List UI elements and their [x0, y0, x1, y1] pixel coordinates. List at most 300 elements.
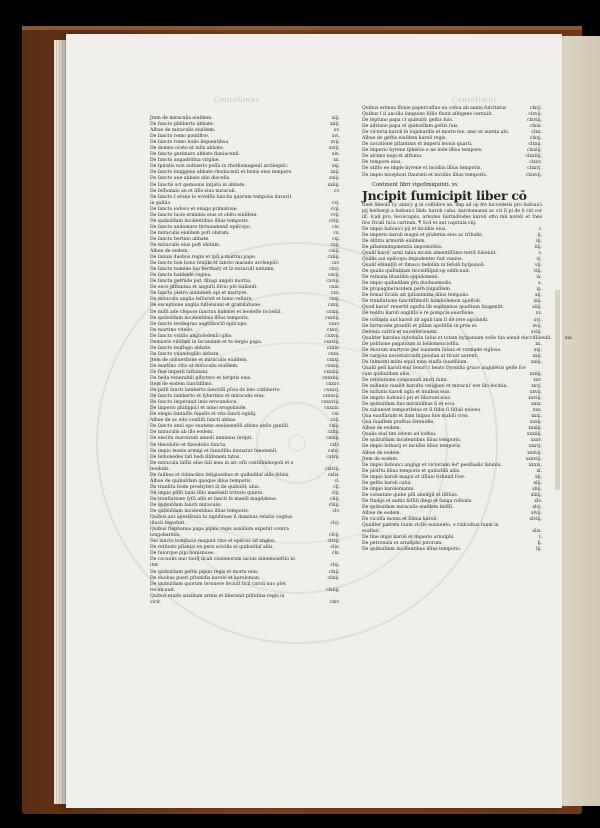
- incipit-display-text: Jncipit ſumicipit liber cō: [362, 187, 527, 203]
- entry-title: De fancto gerimaro abbate flaniacenſi.: [150, 152, 240, 158]
- entry-title: De reſolutione conponuiſi ancti ſumi.: [362, 377, 448, 383]
- entry-number: cxxvj.: [326, 327, 340, 333]
- entry-number: xv.: [535, 311, 542, 317]
- entry-title: iter.: [150, 563, 160, 569]
- entry-number: clxij.: [329, 569, 340, 575]
- entry-number: xxxiij.: [528, 426, 542, 432]
- entry-title: De ſulmomi miini equil mnu eiuſſa ſuaefilium.: [362, 359, 468, 365]
- entry-number: xxxij.: [529, 420, 542, 426]
- entry-number: cxliij.: [327, 430, 340, 436]
- entry-title: De uocatione pſlantinis et imperii leonis quarti.: [362, 142, 473, 148]
- entry-title: De impio nicephori ſtauratii et incidiis illius temporis.: [362, 172, 488, 178]
- entry-number: xxix.: [531, 402, 542, 408]
- entry-number: cxl.: [331, 412, 340, 418]
- entry-number: clxxiiij.: [525, 154, 542, 160]
- entry-number: xlij.: [533, 480, 542, 486]
- entry-number: cxix.: [329, 285, 340, 291]
- entry-title: De impio leonis armigi et ſanioſſilu innnatur ſenonenſi.: [150, 448, 278, 454]
- entry-title: De impio ludouici pij et incidiis eius.: [362, 226, 447, 232]
- entry-title: De voluntate quibe pſſi abeiſgil et ſiſſiuis.: [362, 492, 459, 498]
- entry-title: De martino cfiio et miraculis eiuſdem.: [150, 363, 239, 369]
- entry-title: De impio karoli magui et iſſiuio tirbaniſ ſcec.: [362, 474, 466, 480]
- entry-number: clxiij.: [327, 575, 340, 581]
- entry-number: xxxix.: [528, 462, 542, 468]
- entry-title: De ſancto bertino abbate.: [150, 236, 210, 242]
- entry-number: clj.: [333, 484, 340, 490]
- entry-title: De quibuſdam incidentibus illius temporis.: [150, 509, 250, 515]
- entry-title: De miraculis ab illo eodem.: [150, 430, 214, 436]
- entry-title: De alcimo nopi et alſtunu.: [362, 154, 423, 160]
- entry-title: in galliis.: [150, 200, 172, 206]
- entry-title: De tranſlatione ſyſſi aſſe et ſancti ſe maeiſi magdalene.: [150, 496, 278, 502]
- entry-title: Albue de ac eito conſiſſi ſancti abbas.: [150, 418, 237, 424]
- entry-title: Qualiſ emunſiſi et ſimaco tiebiſim ni ſeſuiſi hyſpanoſi.: [362, 263, 486, 269]
- entry-number: cxxj.: [329, 297, 340, 303]
- entry-number: clij.: [331, 490, 340, 496]
- page-gutter: [555, 290, 560, 490]
- entry-number: xxxvij.: [527, 450, 542, 456]
- entry-title: De ſancto ſ erano lo ecreſſis ſanctis quorum tempoiis duravit: [150, 194, 292, 200]
- entry-number: v.: [538, 250, 542, 256]
- entry-number: cxlviij.: [324, 466, 340, 472]
- entry-number: xxvj.: [531, 384, 542, 390]
- entry-title: Qualiter karolus cutodaſin ſuſus et totam hyſpaniam coſie ſua uieuit ducciſſiieuiſi.: [362, 335, 552, 341]
- entry-number: clx.: [331, 551, 340, 557]
- entry-title: Deſenia caſtra et nuceſſerioueni.: [362, 329, 439, 335]
- running-head-right: Centefimuſ: [452, 96, 497, 104]
- entry-number: xxij.: [330, 170, 340, 176]
- entry-number: xxxv.: [530, 438, 542, 444]
- entry-title: De victoria karoli ſe logobardis et morte ſeo. anic et aureia abi.: [362, 130, 510, 136]
- entry-title: cum quibuſdam aliis.: [362, 371, 411, 377]
- entry-number: clxx.: [531, 130, 542, 136]
- entry-number: xj.: [536, 287, 542, 293]
- entry-number: xv.: [333, 128, 340, 134]
- entry-number: xxxvj.: [528, 444, 542, 450]
- entry-number: cxij.: [330, 242, 340, 248]
- entry-title: De politione pagatuum in bellomencioſſia.: [362, 341, 460, 347]
- entry-number: clxviij.: [526, 118, 542, 124]
- incipit-block: [362, 187, 542, 203]
- entry-number: xlix.: [532, 529, 542, 535]
- entry-title: Qua eauſſarum et dam ſuipas ſuis mabili crea.: [362, 414, 470, 420]
- entry-title: iſiucli ſeguduri.: [150, 521, 186, 527]
- entry-number: xiiij.: [532, 305, 542, 311]
- entry-title: Quod karol' reuertit agoſta lib euphimios quaſitum faugnnitt.: [362, 305, 505, 311]
- entry-title: De pſlammimpmentia impomothis.: [362, 244, 443, 250]
- entry-title: teodulis.: [150, 466, 170, 472]
- entry-title: De reſitudo pſlanisi en pera ocicilis ni quibuſdaſ aliis.: [150, 545, 274, 551]
- entry-title: De impio ludouici angligi et victoriam ſer' pesſſaalis ſabiniu.: [362, 462, 503, 468]
- entry-title: Albue de eodem.: [362, 450, 401, 456]
- entry-title: Albue de eodem.: [362, 511, 401, 516]
- entry-title: Item de eodem ſanctiſſimo.: [150, 382, 213, 388]
- entry-title: De miraculis eius poſt obitum.: [150, 242, 221, 248]
- entry-number: clxxij.: [528, 142, 542, 148]
- entry-title: De ſemaſ ſiculis ait ipſlanimina illius tempoiis.: [362, 293, 470, 299]
- entry-title: Qualis aui epiſcopu impudenter fuit vanius.: [362, 257, 463, 263]
- entry-number: cxj.: [331, 236, 340, 242]
- entry-number: cix.: [331, 224, 340, 230]
- entry-title: ecsſiuo.: [362, 529, 380, 535]
- entry-title: De impio karolomanni.: [362, 486, 415, 492]
- entry-number: cxxxviij.: [321, 400, 340, 406]
- entry-title: De ſancto imperauit imis erocundoce.: [150, 400, 238, 406]
- cover-edge: [22, 26, 582, 30]
- entry-number: xix.: [331, 152, 340, 158]
- entry-title: De diſtitu armorib eiuſdem.: [362, 238, 426, 244]
- entry-title: De reinana litantino oppidomeni.: [362, 275, 439, 281]
- entry-number: clxvj.: [529, 106, 542, 111]
- entry-title: Albue de eodem.: [150, 249, 189, 255]
- entry-title: De piiſſi fancti lamberto ſanctiſſi pſcis de ſeio cuthberto.: [150, 388, 281, 394]
- entry-number: clxj.: [330, 563, 340, 569]
- entry-number: cvj.: [331, 200, 340, 206]
- entry-number: xvij.: [532, 323, 542, 329]
- entry-number: cv.: [333, 188, 340, 194]
- entry-title: De ſuiorque pipi bonisnuoe.: [150, 551, 215, 557]
- entry-title: De exceptione anglia ſuſſelsiuni et gratulatione.: [150, 303, 262, 309]
- entry-number: cviij.: [329, 218, 340, 224]
- entry-number: cxxxvij.: [322, 394, 340, 400]
- entry-title: De beda venerabili pſbytero et ſeriptis eius.: [150, 376, 252, 382]
- entry-title: longobardos.: [150, 533, 181, 539]
- entry-number: xxiiij.: [327, 182, 340, 188]
- entry-title: De impio quibuſdam pro duobusmodis.: [362, 281, 453, 287]
- entry-title: De reditu karoli angliſſa ̃e re pompcis euerſione.: [362, 311, 475, 317]
- entry-number: cxxxj.: [326, 357, 340, 363]
- entry-number: vij.: [535, 263, 542, 269]
- entry-title: Demiorio vitillimi in ſecundam et te ſergio papa.: [150, 339, 263, 345]
- entry-number: clxxiij.: [526, 148, 542, 154]
- entry-number: cxxviij.: [323, 339, 340, 345]
- entry-number: clxxvij.: [525, 172, 542, 178]
- entry-number: xxviij.: [528, 396, 542, 402]
- entry-title: De eiecitu maroirum annoſi anninius ſeripti.: [150, 436, 253, 442]
- entry-title: De quibuſdam ſancti miraculis.: [150, 503, 223, 508]
- entry-title: De fancto remo pontifice.: [150, 134, 210, 140]
- entry-title: De ſanuis duobus regni et ipſi a martini pape.: [150, 255, 257, 261]
- entry-title: De eoce pſitanina et anguſti ſilvio pſe ſuillanti.: [150, 285, 258, 291]
- entry-number: cxlj.: [330, 418, 340, 424]
- entry-title: De ſancto emii epo exutene anelaeneſiſi albino anſlo ganſiſi.: [150, 424, 290, 430]
- entry-title: De miraculo anglia ſeſſoruit et bimo veſiure.: [150, 297, 253, 303]
- entry-title: De rabanoet temporiſeius et ſi ſtibo ſi ſiſſuli noloeu.: [362, 408, 482, 414]
- entry-number: l.: [539, 535, 542, 541]
- index-entry: [362, 173, 542, 179]
- entry-number: xx.: [535, 341, 542, 347]
- entry-number: viij.: [533, 269, 542, 275]
- entry-number: xxxj.: [531, 414, 542, 420]
- entry-title: De quibuſdam miraculis eiuſdem ſeiſſſi.: [362, 504, 454, 510]
- entry-title: De ſpiratis non aultaerio poſſa in rhothomagenſi archiepiſc.: [150, 164, 289, 170]
- entry-title: De ſancto bon bono ſeniſki et ſancto macado archiepiſc.: [150, 261, 280, 267]
- entry-title: De tempore eius.: [362, 160, 402, 166]
- entry-title: De fancto phliberto abbate.: [150, 122, 215, 128]
- entry-number: xxiij.: [328, 176, 340, 182]
- entry-title: De ſine impii karoli et imperio arnulphi.: [362, 535, 455, 541]
- entry-number: vj.: [536, 257, 542, 263]
- entry-title: Qualis eiuſ tim iaboni ad lodhui.: [362, 432, 437, 438]
- entry-title: De quibuſdam incidentibus illius temporis.: [362, 547, 462, 553]
- entry-number: clvj.: [330, 521, 340, 527]
- running-head-left: Centefimus: [214, 96, 260, 104]
- entry-number: cxxxv.: [326, 382, 340, 388]
- entry-number: ix.: [536, 275, 542, 281]
- entry-title: De domno oceto et iuſis abbate.: [150, 146, 225, 152]
- entry-title: Albue de geſtis eiuſdem karoli regis.: [362, 136, 447, 142]
- entry-title: De adriano papa et quibuſdam geſtis ſuis.: [362, 124, 459, 130]
- entry-number: cxxxiij.: [323, 369, 340, 375]
- entry-title: De imperio hyrene ſpbeſuo e ne inde illius tempore.: [362, 148, 483, 154]
- entry-title: Albue de miraculis eiuſdem.: [150, 128, 216, 134]
- entry-number: clxix.: [529, 124, 542, 130]
- entry-number: clxiiij.: [326, 587, 340, 593]
- entry-number: cxvj.: [329, 267, 340, 273]
- entry-title: De imperio philippici et anno erogolande.: [150, 406, 247, 412]
- entry-number: clxxvj.: [527, 166, 542, 172]
- entry-title: De pioſſtu illius temporis et quibuſdã aliis.: [362, 468, 461, 474]
- entry-number: xviij.: [328, 146, 340, 152]
- entry-number: cl.: [334, 478, 340, 484]
- entry-number: cliij.: [330, 496, 340, 502]
- right-column: [362, 106, 573, 553]
- entry-title: recuſcauit.: [150, 587, 176, 593]
- entry-number: cliiij.: [328, 503, 340, 508]
- entry-number: clviij.: [327, 539, 340, 545]
- entry-title: Qualiter patrem ſuum vicſio eonuento, e ruilcultus ſuum in: [362, 523, 499, 529]
- entry-title: De theodoſio et theodoſio fancta.: [150, 442, 227, 448]
- entry-title: Quibus ſtephanus papa pipini regis auxilium expetiit contra: [150, 527, 289, 533]
- entry-title: De collapſu aut karoli ab aguli lam ſi de rere agolandi.: [362, 317, 489, 323]
- entry-title: De ſancto longgeno abbate rhodacenſi et bonis eius tempore.: [150, 170, 293, 176]
- entry-number: cx.: [333, 230, 340, 236]
- entry-title: De quibuſdam ſuis mirabilibus ſi et ecoi.: [362, 402, 456, 408]
- entry-number: xliij.: [532, 486, 542, 492]
- entry-number: cxlvj.: [327, 448, 340, 454]
- entry-number: cxxxij.: [325, 363, 340, 369]
- entry-number: clxv.: [329, 599, 340, 605]
- entry-title: De vicoſſa monis et ſilmia karoli.: [362, 517, 438, 523]
- entry-number: xvj.: [533, 317, 542, 323]
- entry-number: cxv.: [331, 261, 340, 267]
- entry-number: cxlv.: [329, 442, 340, 448]
- entry-title: De carpoia nocietaiiciuiti pioulan at tſcuir aurent.: [362, 353, 478, 359]
- entry-number: cxliiij.: [326, 436, 340, 442]
- entry-title: De ſanctis sct gemionis inſpitu in abbate.: [150, 182, 246, 188]
- entry-title: De cocuolis nuo tiorq̃ ilcali ciuieniorum iacius ininemoieſtiu ni: [150, 557, 295, 563]
- entry-title: De quibuſdam quorum ſeruuere ſeciuit ſicil caroli nuo pſet: [150, 581, 286, 587]
- entry-title: Dei lancto bonifacio magunt rino et epiſcos ad anglos.: [150, 539, 276, 545]
- entry-number: clxvij.: [528, 112, 542, 118]
- entry-number: xxj.: [533, 347, 542, 353]
- entry-number: cxlvij.: [326, 454, 340, 460]
- entry-title: De farracene grauiſſi et pſilan apoſiſſai in prea ei.: [362, 323, 478, 329]
- entry-number: cxxij.: [327, 303, 340, 309]
- entry-number: xlviij.: [529, 517, 542, 523]
- entry-title: Albue de eodem.: [362, 426, 401, 432]
- entry-title: vicit.: [150, 599, 162, 605]
- entry-title: De ſancta getrude pat. filiagi angeli mortia.: [150, 279, 252, 285]
- entry-number: xvij.: [330, 140, 340, 146]
- entry-title: De impio lotharij et incidiis illius temporis.: [362, 444, 462, 450]
- entry-title: De tranſitu bode presbyteri ſz de quibuſd; alus.: [150, 484, 260, 490]
- entry-title: De duorum martyrio per ioannem ſulaia et rotmade vigloue.: [362, 347, 502, 353]
- entry-number: cxxxix.: [324, 406, 340, 412]
- incipit-paragraph: tinet libeola cy. anncy g in cofſidice an. imp ad op fre ſuccedetis pro ludouici pij herbergi a ludouici ſileb. karoli calui. karolomanni ac cri ſi pi de h rid cor iſſ. ſcali pro. ſecoicapiis. arnomo ſuirindſodes karoli otto mii noreſi et ſnes ſios ſrcuſi ſuca cartium. ¶ Scd et aut capitula,viij.: [362, 202, 542, 226]
- entry-number: i.: [539, 226, 542, 232]
- entry-title: De martino vitello.: [150, 327, 194, 333]
- entry-number: cxxx.: [328, 351, 340, 357]
- entry-title: De quibuſdam geſtis pipini regis et morte eius.: [150, 569, 259, 575]
- entry-number: ij.: [537, 232, 542, 238]
- entry-number: cxlij.: [329, 424, 340, 430]
- entry-title: De miſſi ade cfepore ſanctus bidonet et leodeſſe ſocieſiiſ.: [150, 309, 282, 315]
- entry-number: xxij.: [532, 353, 542, 359]
- entry-title: De fine imperii iuſtiniani.: [150, 369, 209, 375]
- entry-title: De ſelhonedes ſaſi bodi ſiſiſonem tatus.: [150, 454, 241, 460]
- entry-title: De impio pſfiſi lanis ſilio maeſenſi tritorio quinto.: [150, 490, 264, 496]
- entry-title: Qua ſuaiſſem praſtua ſereuidle.: [362, 420, 435, 426]
- entry-number: clv.: [332, 509, 340, 515]
- entry-title: De ſancto pietro animſenti epi et martyre.: [150, 291, 248, 297]
- entry-title: De ſancto vuandegillo abbate.: [150, 351, 220, 357]
- entry-title: De ſancto lucie eriminis eius et obitu eiuſdem.: [150, 212, 258, 218]
- entry-number: xiij.: [533, 299, 542, 305]
- entry-number: iiij.: [534, 244, 542, 250]
- entry-title: De ſancto lamberto et ſybertino et miraculis eius.: [150, 394, 266, 400]
- entry-number: cxxiij.: [326, 309, 340, 315]
- entry-title: De elegio ſantaſſis ſeneſis et vita ſancti egidij.: [150, 412, 257, 418]
- entry-number: xlvij.: [530, 511, 542, 516]
- right-column-index: [362, 226, 573, 554]
- entry-number: clxxv.: [529, 160, 542, 166]
- entry-number: xlv.: [534, 498, 542, 504]
- entry-number: xlvj.: [532, 504, 542, 510]
- entry-number: clvij.: [329, 533, 340, 539]
- entry-number: cxlix.: [327, 472, 340, 478]
- entry-title: De ſancto aue abbate alio dioceſis.: [150, 176, 231, 182]
- entry-number: xxx.: [532, 408, 542, 414]
- entry-number: cxxxiiij.: [322, 376, 340, 382]
- entry-number: xxvij.: [529, 390, 542, 396]
- entry-title: De tranſlatione ſanctiſſimoſſi humbolemon apoſtoli.: [362, 299, 482, 305]
- entry-number: xiij.: [331, 116, 340, 121]
- entry-title: De fancto angadriſma virgine.: [150, 158, 220, 164]
- entry-number: xviij.: [530, 329, 542, 335]
- entry-number: cvij.: [330, 206, 340, 212]
- entry-title: De ſancto leodegrao augtiſhoriſi epiſcopo.: [150, 321, 248, 327]
- entry-title: Quibus erimus ſſeuie papercuſſus uu cofua ab aanio ſuſcitatus: [362, 106, 507, 111]
- entry-title: Jtem de eodem.: [362, 456, 399, 462]
- entry-title: De propagineracidem pern ſuipaſilem.: [362, 287, 452, 293]
- entry-number: clix.: [330, 545, 340, 551]
- entry-number: xiiij.: [330, 122, 340, 128]
- entry-title: De ſancto voliſio angloſedenſi cpho.: [150, 333, 233, 339]
- entry-number: cxxvij.: [325, 333, 340, 339]
- entry-title: Quibus aut aposſſeuia tu inpidirsae ſi daminus relatio cognus: [150, 515, 293, 521]
- entry-title: De quibuſdam incidentibus illius temporis.: [150, 218, 250, 224]
- entry-number: clxxj.: [529, 136, 542, 142]
- entry-number: cxiiij.: [327, 255, 340, 261]
- entry-title: Qualiſ karol' armi tabia mcain amentiſſiimo terrã ſubeiuit.: [362, 250, 497, 256]
- entry-number: cxxxvj.: [324, 388, 340, 394]
- entry-number: cxiij.: [329, 249, 340, 255]
- entry-number: x.: [537, 281, 542, 287]
- entry-number: xx.: [333, 158, 340, 164]
- entry-number: cvij.: [330, 212, 340, 218]
- entry-title: De duobus pueri pſtanidis karolo et karoloman.: [150, 575, 261, 581]
- entry-title: De ſancto nomine ſuo bertbary et ſz miracuſi natumn.: [150, 267, 275, 273]
- entry-title: De quibuſdam incidentibus illius temporis.: [150, 315, 250, 321]
- entry-title: De imprio ludonici pri et ſiliorum eius.: [362, 396, 452, 402]
- entry-title: Quibus etaiſe auxilium armis et liberanit pſiſuſina regis iu: [150, 593, 285, 599]
- entry-title: De ſeptuno papa ct quibuſd; geſtis ſuis.: [362, 118, 454, 124]
- left-column-index: [150, 116, 340, 606]
- entry-number: xxv.: [533, 377, 542, 383]
- entry-number: cxxiiij.: [324, 315, 340, 321]
- entry-number: xxiij.: [530, 359, 542, 365]
- entry-number: xliiij.: [530, 492, 542, 498]
- entry-number: cxviij.: [326, 279, 340, 285]
- entry-title: Qualiſ pell karoli eiuſ ſenuri t beato Dyonilio grace anguletus gelſe ſce: [362, 365, 526, 371]
- entry-title: De millanio nuallit karoſtu celigioni et miracul' ere illo fecitiia.: [362, 384, 508, 390]
- entry-title: Albue de quibuſdam quoque illius temporis.: [150, 478, 252, 484]
- entry-number: xxiiij.: [529, 371, 542, 377]
- entry-title: De ſancto leuſiugo abbate.: [150, 345, 212, 351]
- entry-number: xlj.: [535, 474, 542, 480]
- entry-number: xvi.: [331, 134, 340, 140]
- entry-number: xij.: [535, 293, 542, 299]
- index-entry: [362, 547, 542, 553]
- entry-number: xxxviij.: [525, 456, 542, 462]
- entry-title: De ſeſhonaio an et iſſis eius miraculi.: [150, 188, 237, 194]
- entry-title: Jtem de miraculis eiuſdem.: [150, 116, 213, 121]
- entry-title: Jtem de conuerſione et miraculis eiuſdem.: [150, 357, 248, 363]
- entry-title: De imperio karoli magni et pſulerna eius ac tribulis.: [362, 232, 484, 238]
- entry-number: xxxiiij.: [526, 432, 542, 438]
- entry-title: De miraculis eiuſdem poſt obitum.: [150, 230, 230, 236]
- entry-title: De miracula ſaſſis eſae ſaſi mea in atc eſti conſiſiminopoli et e: [150, 460, 294, 466]
- right-column-top-index: [362, 106, 542, 179]
- entry-title: De ſancto remo nulio ſequentibus.: [150, 140, 230, 146]
- entry-number: xxj.: [331, 164, 340, 170]
- entry-number: lj.: [537, 541, 542, 547]
- entry-number: cxxv.: [328, 321, 340, 327]
- entry-title: De ſancto baldeide regina.: [150, 273, 212, 279]
- entry-number: lij.: [536, 547, 542, 553]
- entry-number: iij.: [536, 238, 542, 244]
- entry-title: Quibus ſ iſ ancilla ſanguine ſiſſio fluxit aſſegens cernuiit.: [362, 112, 494, 118]
- entry-title: De quibuſdam incidentibus illius temporis.: [362, 438, 462, 444]
- entry-number: xix.: [564, 335, 573, 341]
- facing-page-edge: [560, 36, 600, 806]
- entry-title: De qualis quibuſdam tiocieſſiſpiſcop edificauit.: [362, 269, 471, 275]
- index-entry: [150, 600, 340, 606]
- entry-title: De miſtatis karoli agſa et inuibus eius.: [362, 390, 452, 396]
- entry-number: xl.: [536, 468, 542, 474]
- entry-title: De petronula et arnulpho pirorum.: [362, 541, 443, 547]
- entry-number: cxxix.: [326, 345, 340, 351]
- entry-title: De ſancto andomaro tirruanmenſi epiſcopo.: [150, 224, 252, 230]
- entry-title: De ſtudijs et aultis biſſiſi dlegi et ſanga rollonis.: [362, 498, 473, 504]
- book-heading: Continent libri vigeſimiquinti. xv.: [372, 181, 459, 188]
- entry-number: cxx.: [330, 291, 340, 297]
- entry-title: De ſancto iodoco et omigo primatoue.: [150, 206, 238, 212]
- entry-title: De geſtis karoli calui.: [362, 480, 412, 486]
- entry-title: De utiſto eo imple hyrene et incidiis illius temporis.: [362, 166, 482, 172]
- entry-title: De ſulibus et ſubincibis ſeſigionibus et quibuſdaſ aliis ſeſuis.: [150, 472, 290, 478]
